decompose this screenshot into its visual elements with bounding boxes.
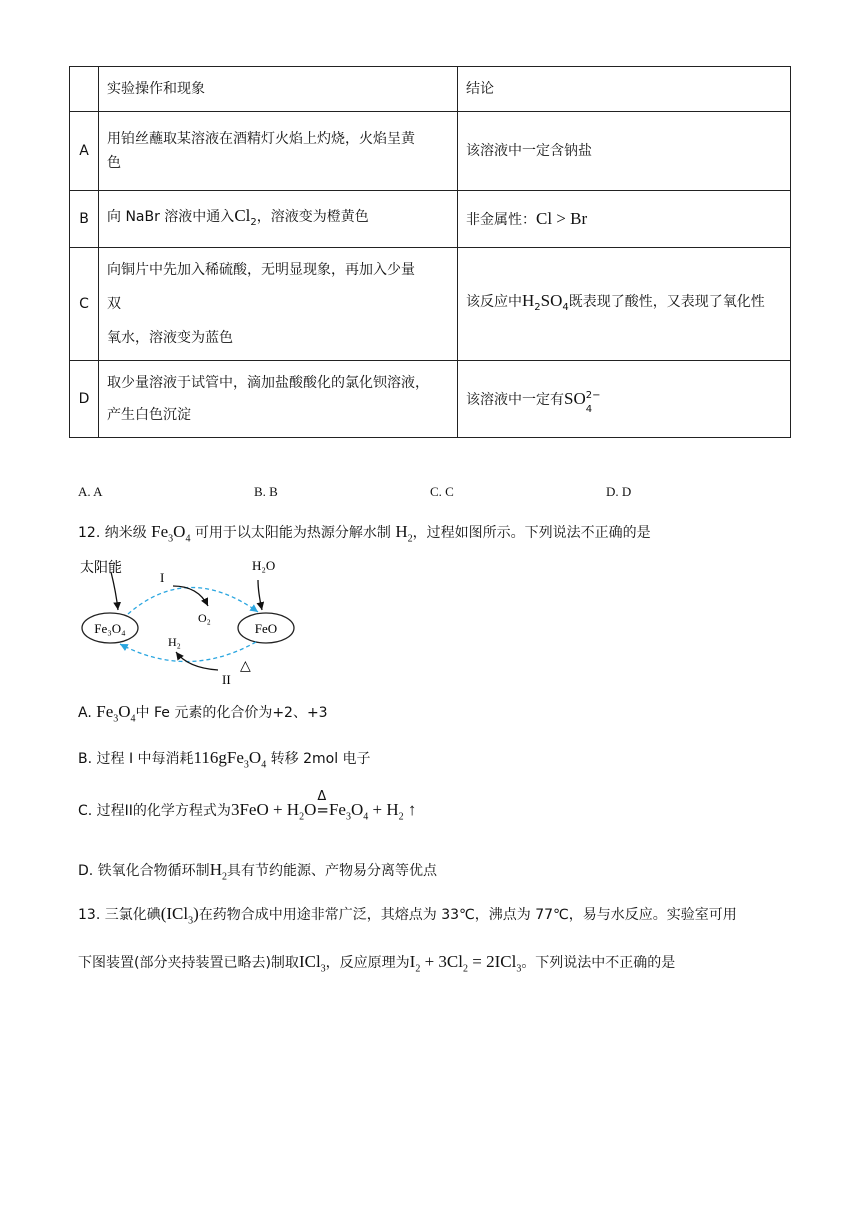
question-11-table	[69, 66, 791, 438]
question-12-option-d	[78, 860, 437, 882]
answer-option-c: C. C	[430, 484, 454, 499]
operation-line: 用铂丝蘸取某溶液在酒精灯火焰上灼烧，火焰呈黄	[107, 131, 415, 147]
equation-sign: Δ =	[316, 789, 329, 819]
header-label-cell	[70, 67, 99, 112]
o2-label: O₂	[198, 611, 211, 625]
stem-text: 在药物合成中用途非常广泛，其熔点为 33℃，沸点为 77℃，易与水反应。实验室可用	[198, 907, 737, 923]
formula-icl3: ICl$_3$	[298, 952, 326, 975]
superscript: 2−	[585, 389, 601, 401]
operation-line: 向铜片中先加入稀硫酸，无明显现象，再加入少量	[107, 262, 415, 278]
table-row	[70, 112, 791, 191]
formula-text: ICl	[166, 904, 189, 923]
formula-mass-fe3o4: $116gFe_3O_4$	[193, 748, 267, 771]
operation-line: 色	[107, 155, 121, 171]
water-input-arrow	[258, 580, 262, 610]
row-conclusion: 该溶液中一定含钠盐	[458, 112, 791, 191]
table-row	[70, 248, 791, 361]
heat-symbol: △	[240, 658, 251, 674]
stem-text: 下图装置(部分夹持装置已略去)制取	[78, 955, 299, 971]
row-operation	[99, 191, 458, 248]
stem-text: 。下列说法中不正确的是	[521, 955, 676, 971]
option-prefix: A.	[78, 705, 92, 721]
process-ii-label: II	[222, 672, 231, 687]
row-conclusion	[458, 361, 791, 438]
conclusion-text: 非金属性：	[466, 211, 536, 228]
feo-node	[238, 613, 294, 643]
subscript: 2	[250, 216, 257, 228]
formula-h2: $H_2$	[395, 522, 413, 545]
equation-lhs: $3FeO + H_2O$	[230, 800, 317, 823]
question-13-line-2	[78, 952, 675, 974]
equation-text: O	[350, 800, 364, 819]
water-label: H₂O	[252, 558, 276, 573]
header-conclusion-cell: 结论	[458, 67, 791, 112]
solar-input-arrow	[111, 572, 118, 610]
equation-text: 3FeO + H	[230, 800, 300, 819]
table-header-row	[70, 67, 791, 112]
formula: H	[522, 290, 535, 310]
equation-text: + 3Cl	[424, 952, 463, 971]
operation-text: 向 NaBr 溶液中通入	[107, 208, 235, 225]
option-text: 中 Fe 元素的化合价为+2、+3	[135, 705, 328, 721]
fe-oxide-cycle-diagram	[78, 552, 308, 687]
table-row	[70, 361, 791, 438]
feo-label: FeO	[254, 621, 278, 636]
gas-arrow: ↑	[407, 800, 417, 819]
row-label: A	[70, 112, 99, 191]
formula-text: 116gFe	[193, 748, 244, 767]
formula-h2: $H_2$	[209, 860, 227, 883]
equation-text: Fe	[328, 800, 346, 819]
row-label: B	[70, 191, 99, 248]
subscript: 2	[534, 301, 541, 313]
operation-text: ，溶液变为橙黄色	[256, 208, 369, 225]
answer-option-b: B. B	[254, 484, 278, 499]
option-text: D. 铁氧化合物循环制	[78, 863, 210, 879]
conclusion-text: 该反应中	[466, 293, 522, 310]
stem-text: 12. 纳米级	[78, 525, 147, 541]
formula-icl3: (ICl$_3$)	[160, 904, 199, 927]
conclusion-text: 该溶液中一定有	[466, 391, 564, 408]
question-12-option-b	[78, 748, 371, 770]
option-text: 具有节约能源、产物易分离等优点	[226, 863, 437, 879]
operation-line: 产生白色沉淀	[107, 407, 191, 423]
row-operation	[99, 112, 458, 191]
delta-symbol: Δ	[317, 789, 327, 804]
question-12-stem	[78, 522, 651, 544]
option-text: C. 过程II的化学方程式为	[78, 803, 231, 819]
subscript: 4	[562, 301, 569, 313]
subscript: 4	[585, 403, 593, 415]
process-ii-arrow	[120, 642, 256, 662]
stem-text: 13. 三氯化碘	[78, 907, 161, 923]
equation-rhs: $Fe_3O_4 + H_2$ ↑	[328, 800, 417, 823]
formula: Cl > Br	[536, 208, 588, 228]
operation-line: 氧水，溶液变为蓝色	[107, 330, 233, 346]
row-conclusion	[458, 248, 791, 361]
process-i-label: I	[160, 570, 165, 585]
equation-text: I	[409, 952, 416, 971]
row-label: D	[70, 361, 99, 438]
stem-text: 可用于以太阳能为热源分解水制	[194, 525, 391, 541]
process-i-arrow	[128, 587, 258, 614]
formula-fe3o4: $Fe_3O_4$	[151, 522, 191, 545]
table-row	[70, 191, 791, 248]
h2-label: H₂	[168, 635, 181, 649]
stem-text: ，反应原理为	[325, 955, 410, 971]
reaction-equation: $I_2 + 3Cl_2 = 2ICl_3$	[409, 952, 522, 975]
answer-option-d: D. D	[606, 484, 632, 499]
formula: SO	[564, 388, 586, 408]
question-12-option-a	[78, 702, 328, 724]
stem-text: ，过程如图所示。下列说法不正确的是	[412, 525, 651, 541]
operation-line: 取少量溶液于试管中，滴加盐酸酸化的氯化钡溶液，	[107, 375, 429, 391]
formula-fe3o4: $Fe_3O_4$	[96, 702, 136, 725]
formula: Cl	[234, 205, 251, 225]
equation-text: + H	[372, 800, 399, 819]
solar-label: 太阳能	[80, 560, 122, 576]
question-13-line-1	[78, 904, 737, 926]
row-conclusion	[458, 191, 791, 248]
formula-text: ICl	[298, 952, 321, 971]
equation-text: = 2ICl	[472, 952, 517, 971]
answer-option-a: A. A	[78, 484, 103, 499]
option-text: B. 过程 I 中每消耗	[78, 751, 194, 767]
option-text: 转移 2mol 电子	[270, 751, 371, 767]
fe3o4-node	[82, 613, 138, 643]
row-operation	[99, 248, 458, 361]
header-operation-cell: 实验操作和现象	[99, 67, 458, 112]
question-12-option-c	[78, 789, 417, 823]
row-operation	[99, 361, 458, 438]
conclusion-text: 既表现了酸性，又表现了氧化性	[568, 293, 765, 310]
fe3o4-label: Fe₃O₄	[94, 621, 126, 636]
operation-line: 双	[107, 296, 121, 312]
formula: SO	[540, 290, 563, 310]
row-label: C	[70, 248, 99, 361]
